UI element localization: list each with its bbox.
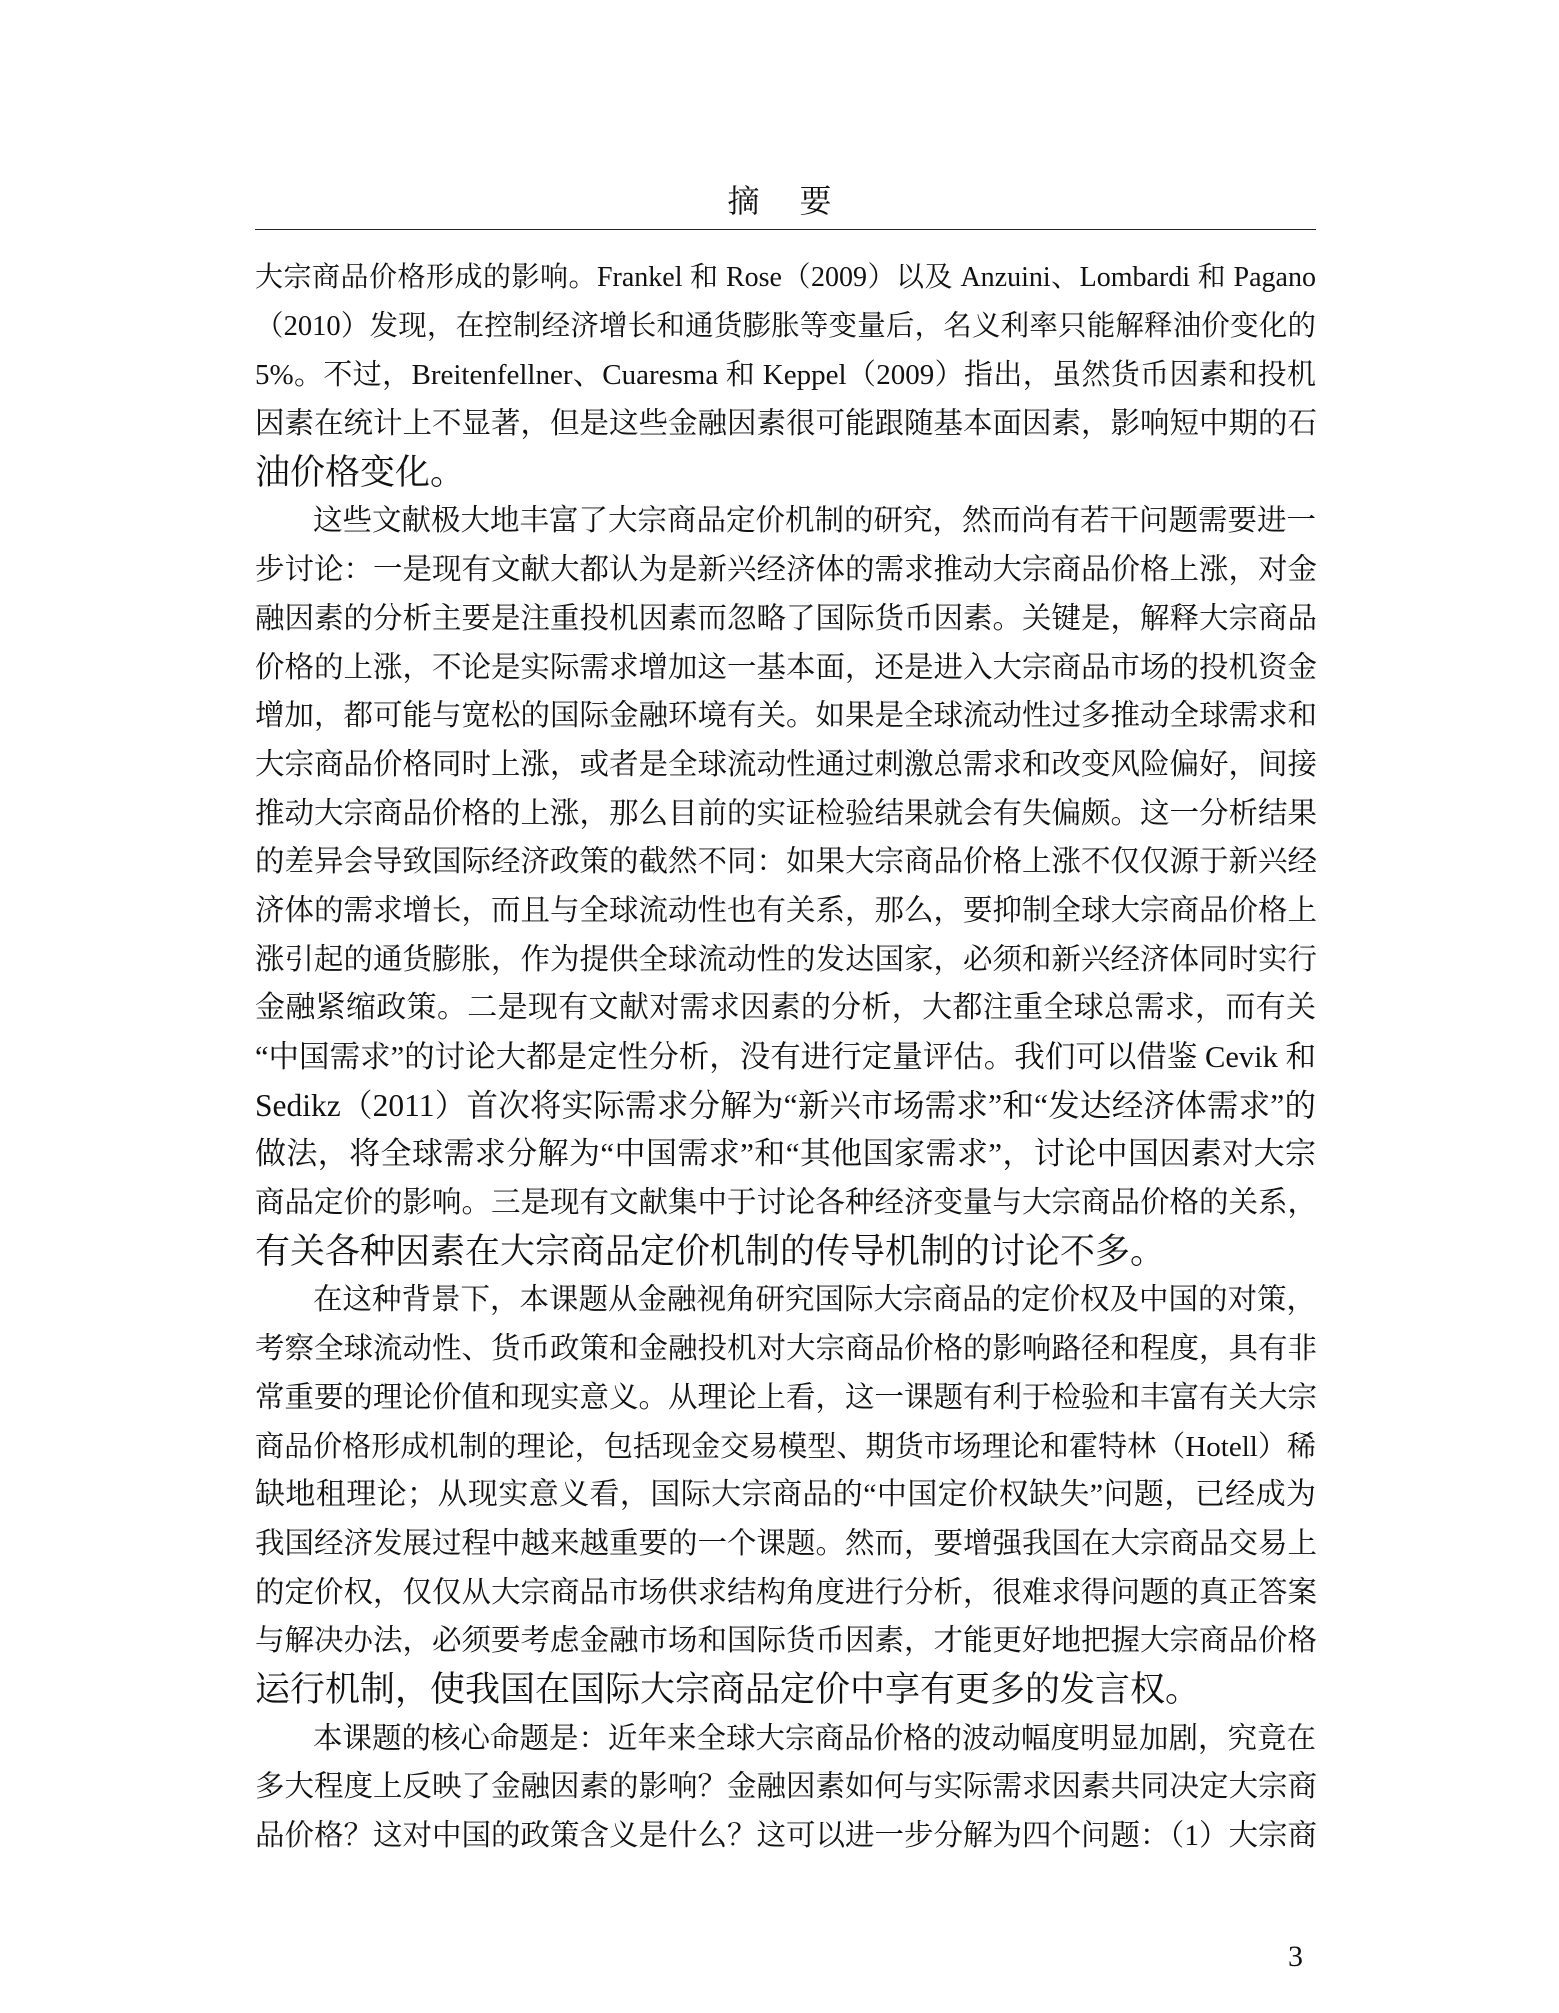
text-line: 商品定价的影响。三是现有文献集中于讨论各种经济变量与大宗商品价格的关系， [255,1187,1318,1220]
text-line: 因素在统计上不显著，但是这些金融因素很可能跟随基本面因素，影响短中期的石 [255,408,1318,441]
page-header-title: 摘要 [727,183,872,219]
text-line: 的差异会导致国际经济政策的截然不同：如果大宗商品价格上涨不仅仅源于新兴经 [255,846,1318,879]
text-line: 缺地租理论；从现实意义看，国际大宗商品的“中国定价权缺失”问题，已经成为 [255,1478,1316,1512]
text-line: 有关各种因素在大宗商品定价机制的传导机制的讨论不多。 [255,1231,1166,1271]
header-divider [255,229,1316,230]
text-line: 商品价格形成机制的理论，包括现金交易模型、期货市场理论和霍特林（Hotell）稀 [255,1430,1316,1463]
text-line: 在这种背景下，本课题从金融视角研究国际大宗商品的定价权及中国的对策， [313,1284,1317,1317]
text-line: 我国经济发展过程中越来越重要的一个课题。然而，要增强我国在大宗商品交易上 [255,1527,1318,1560]
text-line: 济体的需求增长，而且与全球流动性也有关系，那么，要抑制全球大宗商品价格上 [255,894,1318,927]
text-line: 价格的上涨，不论是实际需求增加这一基本面，还是进入大宗商品市场的投机资金 [255,651,1318,684]
paragraph [255,1276,1316,1714]
text-line: 常重要的理论价值和现实意义。从理论上看，这一课题有利于检验和丰富有关大宗 [255,1381,1318,1414]
text-line: 融因素的分析主要是注重投机因素而忽略了国际货币因素。关键是，解释大宗商品 [255,602,1318,635]
text-line: （2010）发现，在控制经济增长和通货膨胀等变量后，名义利率只能解释油价变化的 [255,310,1316,342]
text-line: 多大程度上反映了金融因素的影响？金融因素如何与实际需求因素共同决定大宗商 [255,1771,1318,1804]
text-line: 增加，都可能与宽松的国际金融环境有关。如果是全球流动性过多推动全球需求和 [255,700,1318,733]
text-line: 考察全球流动性、货币政策和金融投机对大宗商品价格的影响路径和程度，具有非 [255,1333,1318,1366]
text-line: 大宗商品价格形成的影响。Frankel 和 Rose（2009）以及 Anzuini、Lombardi 和 Pagano [255,262,1316,293]
text-line: 推动大宗商品价格的上涨，那么目前的实证检验结果就会有失偏颇。这一分析结果 [255,797,1318,830]
text-line: 本课题的核心命题是：近年来全球大宗商品价格的波动幅度明显加剧，究竟在 [313,1722,1317,1755]
text-line: 运行机制，使我国在国际大宗商品定价中享有更多的发言权。 [255,1669,1201,1709]
text-line: 品价格？这对中国的政策含义是什么？这可以进一步分解为四个问题：（1）大宗商 [255,1820,1318,1852]
text-line: 5%。不过，Breitenfellner、Cuaresma 和 Keppel（2009）指出，虽然货币因素和投机 [255,359,1316,392]
text-line: 步讨论：一是现有文献大都认为是新兴经济体的需求推动大宗商品价格上涨，对金 [255,554,1318,587]
paragraph [255,497,1316,1276]
text-line: 涨引起的通货膨胀，作为提供全球流动性的发达国家，必须和新兴经济体同时实行 [255,943,1318,976]
text-line: 做法，将全球需求分解为“中国需求”和“其他国家需求”，讨论中国因素对大宗 [255,1136,1316,1172]
text-line: Sedikz（2011）首次将实际需求分解为“新兴市场需求”和“发达经济体需求”的 [255,1087,1316,1123]
text-line: 的定价权，仅仅从大宗商品市场供求结构角度进行分析，很难求得问题的真正答案 [255,1576,1318,1609]
paragraph [255,1715,1316,1861]
page-number: 3 [1288,1940,1303,1973]
text-line: 大宗商品价格同时上涨，或者是全球流动性通过刺激总需求和改变风险偏好，间接 [255,748,1318,781]
text-line: “中国需求”的讨论大都是定性分析，没有进行定量评估。我们可以借鉴 Cevik 和 [255,1040,1316,1074]
document-body [255,254,1316,1861]
text-line: 这些文献极大地丰富了大宗商品定价机制的研究，然而尚有若干问题需要进一 [313,505,1317,538]
text-line: 与解决办法，必须要考虑金融市场和国际货币因素，才能更好地把握大宗商品价格 [255,1625,1318,1658]
paragraph [255,254,1316,497]
text-line: 金融紧缩政策。二是现有文献对需求因素的分析，大都注重全球总需求，而有关 [255,991,1316,1025]
text-line: 油价格变化。 [255,452,466,492]
